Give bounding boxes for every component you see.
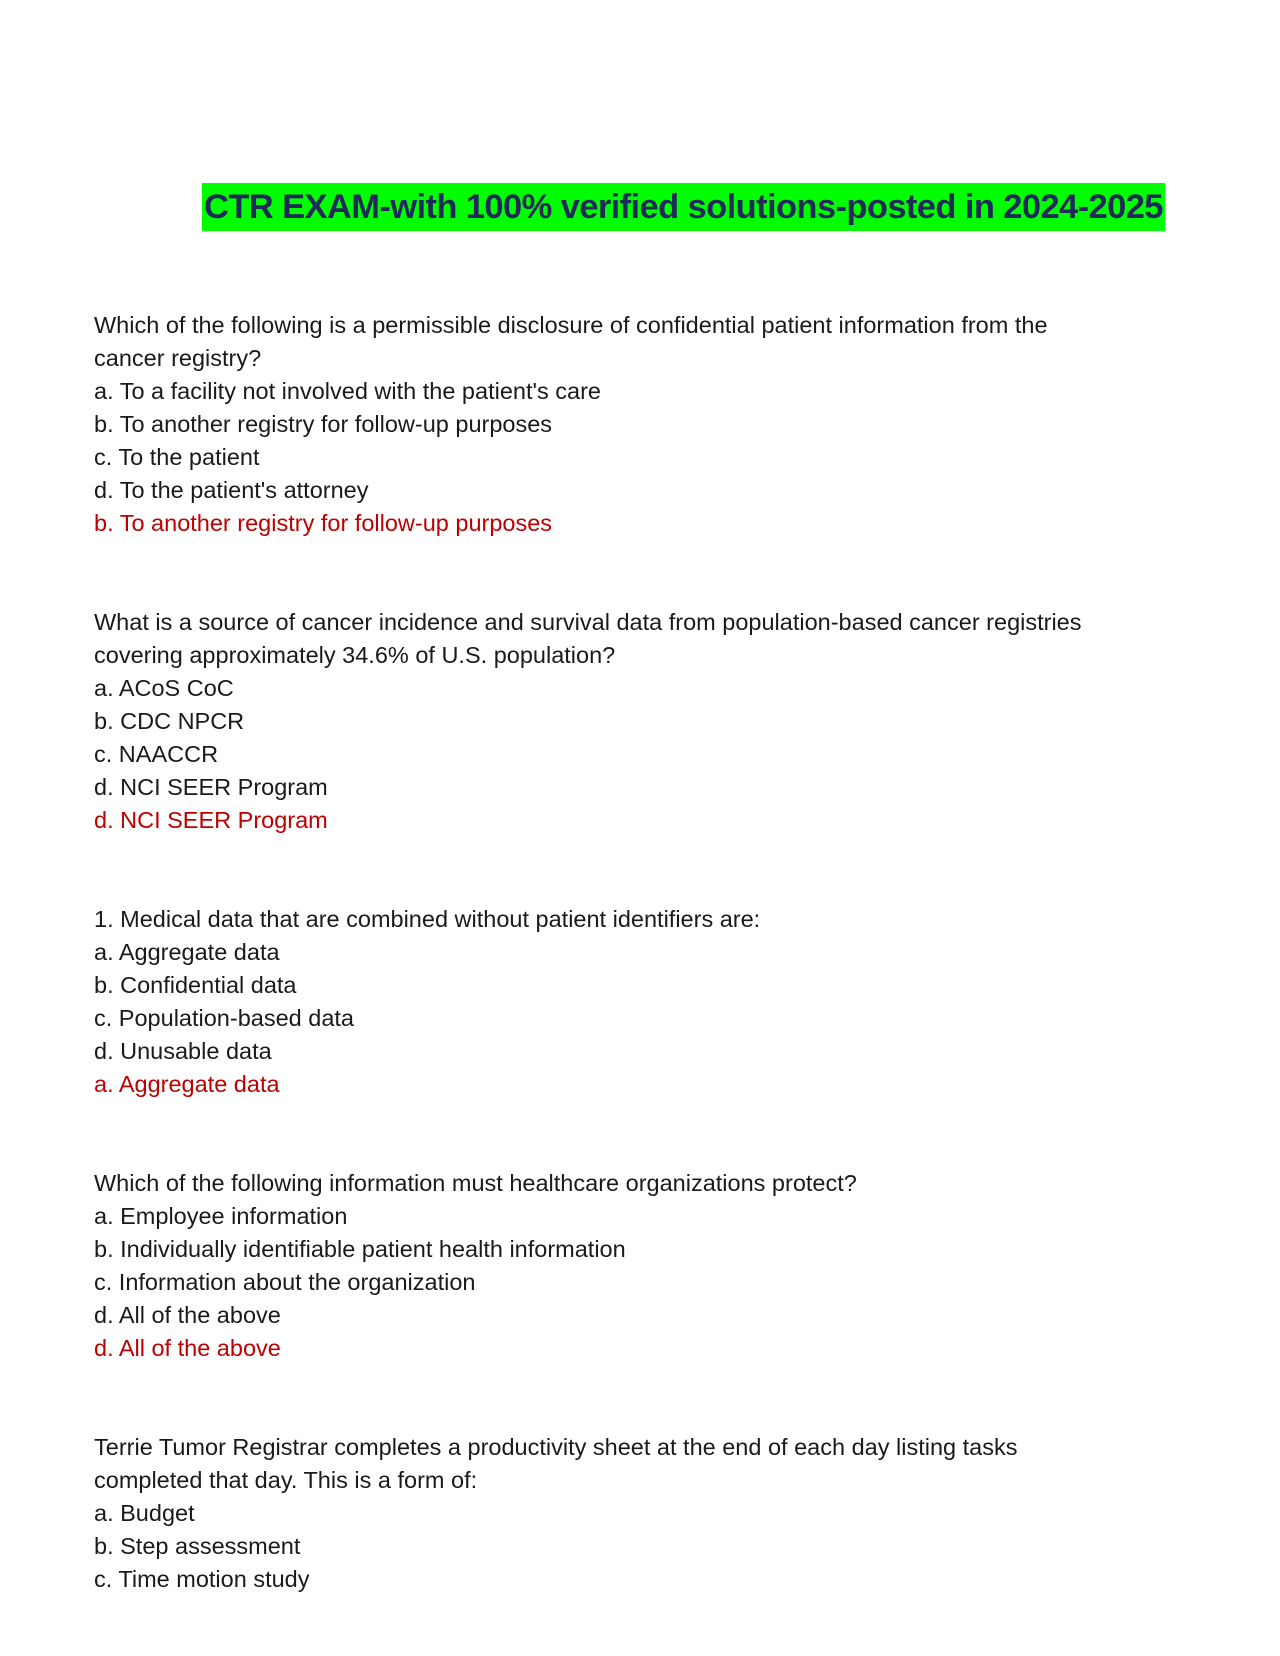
document-title: CTR EXAM-with 100% verified solutions-posted in 2024-2025 xyxy=(202,183,1165,231)
question-stem-line: completed that day. This is a form of: xyxy=(94,1467,478,1493)
answer-option: c. To the patient xyxy=(94,444,260,470)
answer-option: d. To the patient's attorney xyxy=(94,477,369,503)
answer-option: c. Information about the organization xyxy=(94,1269,476,1295)
answer-option: d. All of the above xyxy=(94,1302,281,1328)
question-stem-line: Terrie Tumor Registrar completes a productivity sheet at the end of each day listing tasks xyxy=(94,1434,1018,1460)
question-stem-line: cancer registry? xyxy=(94,345,262,371)
answer-option: b. Individually identifiable patient health information xyxy=(94,1236,626,1262)
correct-answer: b. To another registry for follow-up purposes xyxy=(94,510,553,536)
question-stem-line: Which of the following is a permissible disclosure of confidential patient information from the xyxy=(94,312,1048,338)
answer-option: a. ACoS CoC xyxy=(94,675,234,701)
question-stem-line: What is a source of cancer incidence and survival data from population-based cancer registries xyxy=(94,609,1082,635)
answer-option: b. CDC NPCR xyxy=(94,708,245,734)
question-block xyxy=(94,309,1204,540)
answer-option: b. To another registry for follow-up purposes xyxy=(94,411,553,437)
correct-answer: d. NCI SEER Program xyxy=(94,807,328,833)
question-stem-line: 1. Medical data that are combined without patient identifiers are: xyxy=(94,906,761,932)
question-block xyxy=(94,1167,1204,1365)
answer-option: d. NCI SEER Program xyxy=(94,774,328,800)
answer-option: a. Employee information xyxy=(94,1203,348,1229)
answer-option: b. Confidential data xyxy=(94,972,297,998)
question-stem-line: covering approximately 34.6% of U.S. population? xyxy=(94,642,616,668)
answer-option: d. Unusable data xyxy=(94,1038,272,1064)
answer-option: b. Step assessment xyxy=(94,1533,301,1559)
answer-option: a. To a facility not involved with the patient's care xyxy=(94,378,601,404)
question-block xyxy=(94,903,1204,1101)
correct-answer: d. All of the above xyxy=(94,1335,281,1361)
correct-answer: a. Aggregate data xyxy=(94,1071,280,1097)
title-container xyxy=(202,183,1165,231)
question-stem-line: Which of the following information must healthcare organizations protect? xyxy=(94,1170,857,1196)
answer-option: a. Aggregate data xyxy=(94,939,280,965)
answer-option: c. NAACCR xyxy=(94,741,219,767)
question-block xyxy=(94,606,1204,837)
question-block xyxy=(94,1431,1204,1596)
question-list xyxy=(94,309,1204,1596)
answer-option: a. Budget xyxy=(94,1500,195,1526)
answer-option: c. Population-based data xyxy=(94,1005,354,1031)
answer-option: c. Time motion study xyxy=(94,1566,310,1592)
